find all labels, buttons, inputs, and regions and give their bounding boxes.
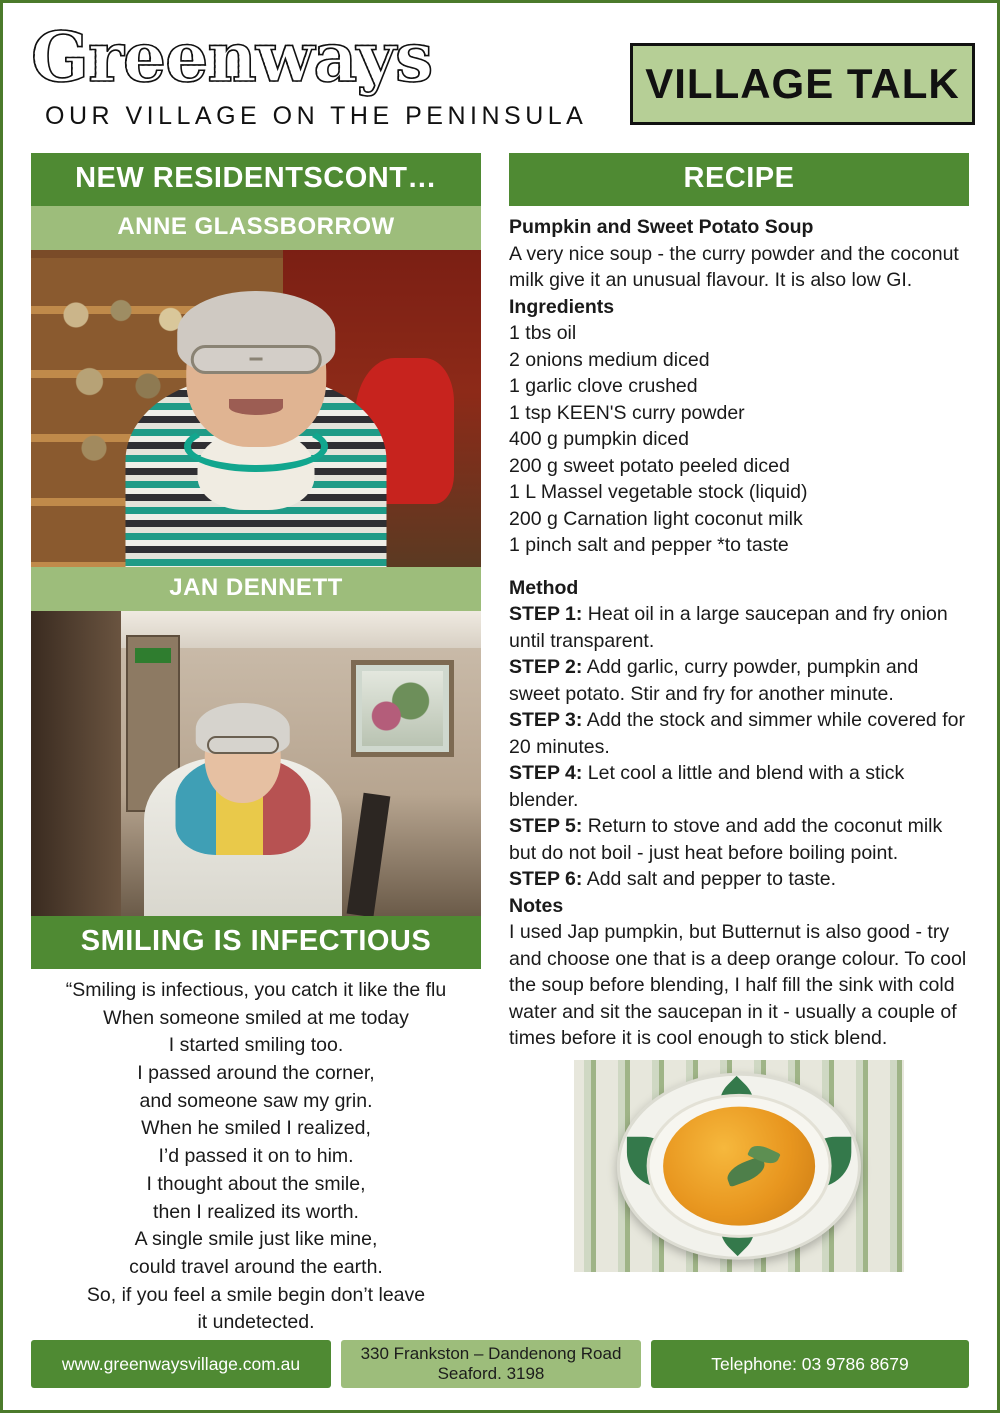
notes-heading: Notes — [509, 894, 564, 917]
village-talk-badge — [630, 43, 975, 125]
photo-anne-glassborrow — [31, 250, 481, 567]
poem-line: I thought about the smile, — [146, 1172, 366, 1195]
step-text: Return to stove and add the coconut milk but do not boil - just heat before boiling point. — [509, 815, 943, 864]
step-label: STEP 4: — [509, 762, 583, 785]
resident-name-anne: ANNE GLASSBORROW — [31, 206, 481, 250]
footer-website[interactable]: www.greenwaysvillage.com.au — [31, 1340, 331, 1388]
left-column — [31, 153, 481, 1334]
photo-jan-dennett — [31, 611, 481, 916]
glasses-icon — [191, 345, 322, 374]
poem-line: it undetected. — [197, 1311, 315, 1334]
poem-line: So, if you feel a smile begin don’t leave — [86, 1283, 426, 1306]
step-text: Add garlic, curry powder, pumpkin and sweet potato. Stir and fry for another minute. — [509, 656, 919, 705]
ingredient-item: 400 g pumpkin diced — [509, 428, 689, 451]
footer-address — [341, 1340, 641, 1388]
footer-address-line-2: Seaford. 3198 — [437, 1364, 545, 1383]
brand-block — [31, 18, 630, 131]
ingredient-item: 1 tsp KEEN'S curry powder — [509, 401, 745, 424]
poem-line: I passed around the corner, — [137, 1062, 375, 1085]
exit-sign-icon — [135, 648, 171, 663]
step-label: STEP 6: — [509, 868, 583, 891]
recipe-intro: A very nice soup - the curry powder and the coconut milk give it an unusual flavour. It is also low GI. — [509, 242, 959, 292]
footer-address-line-1: 330 Frankston – Dandenong Road — [360, 1343, 622, 1363]
ingredient-item: 200 g sweet potato peeled diced — [509, 454, 790, 477]
poem-line: then I realized its worth. — [153, 1200, 359, 1223]
step-label: STEP 5: — [509, 815, 583, 838]
right-column — [509, 153, 969, 1283]
brand-title-text: Greenways — [31, 18, 433, 98]
brand-subtitle: OUR VILLAGE ON THE PENINSULA — [45, 101, 588, 130]
step-text: Heat oil in a large saucepan and fry onion until transparent. — [509, 603, 948, 652]
photo-pumpkin-soup — [574, 1060, 904, 1272]
step-label: STEP 3: — [509, 709, 583, 732]
step-label: STEP 1: — [509, 603, 583, 626]
poem-line: and someone saw my grin. — [139, 1089, 373, 1112]
poem-line: I’d passed it on to him. — [158, 1145, 354, 1168]
ingredient-item: 1 garlic clove crushed — [509, 375, 698, 398]
method-step — [509, 866, 969, 893]
ingredient-item: 1 pinch salt and pepper *to taste — [509, 534, 789, 557]
method-step — [509, 601, 969, 654]
poem-line: “Smiling is infectious, you catch it like the flu — [65, 979, 447, 1001]
recipe-body — [509, 206, 969, 1052]
notes-text: I used Jap pumpkin, but Butternut is also good - try and choose one that is a deep orange colour. To cool the soup before blending, I half fill the sink with cold water and sit the saucepan in it - usually a couple of times before it is cool enough to stick blend. — [509, 921, 967, 1050]
method-step — [509, 654, 969, 707]
poem-line: I started smiling too. — [168, 1034, 344, 1057]
ingredient-item: 1 tbs oil — [509, 322, 577, 345]
poem-text — [31, 969, 481, 1337]
method-step — [509, 760, 969, 813]
poem-line: When he smiled I realized, — [141, 1117, 371, 1140]
ingredient-item: 200 g Carnation light coconut milk — [509, 507, 803, 530]
glasses-icon — [207, 736, 279, 754]
footer — [31, 1340, 969, 1388]
method-heading: Method — [509, 576, 579, 599]
section-heading-recipe: RECIPE — [509, 153, 969, 206]
content-columns — [3, 153, 997, 1334]
poem-line: A single smile just like mine, — [134, 1228, 378, 1251]
spacer — [509, 559, 969, 575]
footer-telephone: Telephone: 03 9786 8679 — [651, 1340, 969, 1388]
step-label: STEP 2: — [509, 656, 583, 679]
ingredients-heading: Ingredients — [509, 295, 615, 318]
method-step — [509, 707, 969, 760]
poem-line: could travel around the earth. — [129, 1255, 383, 1278]
poem-line: When someone smiled at me today — [103, 1006, 409, 1029]
recipe-title: Pumpkin and Sweet Potato Soup — [509, 216, 814, 238]
ingredient-item: 1 L Massel vegetable stock (liquid) — [509, 481, 808, 504]
hallway-side-wall — [31, 611, 121, 916]
ingredient-item: 2 onions medium diced — [509, 348, 710, 371]
smile — [229, 399, 283, 415]
masthead — [3, 3, 997, 153]
poem-heading: SMILING IS INFECTIOUS — [31, 916, 481, 969]
page-title — [31, 18, 630, 98]
section-heading-new-residents: NEW RESIDENTSCONT… — [31, 153, 481, 206]
step-text: Let cool a little and blend with a stick blender. — [509, 762, 905, 811]
framed-picture — [351, 660, 455, 758]
step-text: Add salt and pepper to taste. — [582, 868, 837, 891]
resident-name-jan: JAN DENNETT — [31, 567, 481, 611]
method-step — [509, 813, 969, 866]
step-text: Add the stock and simmer while covered for 20 minutes. — [509, 709, 965, 758]
village-talk-label: VILLAGE TALK — [645, 60, 960, 107]
